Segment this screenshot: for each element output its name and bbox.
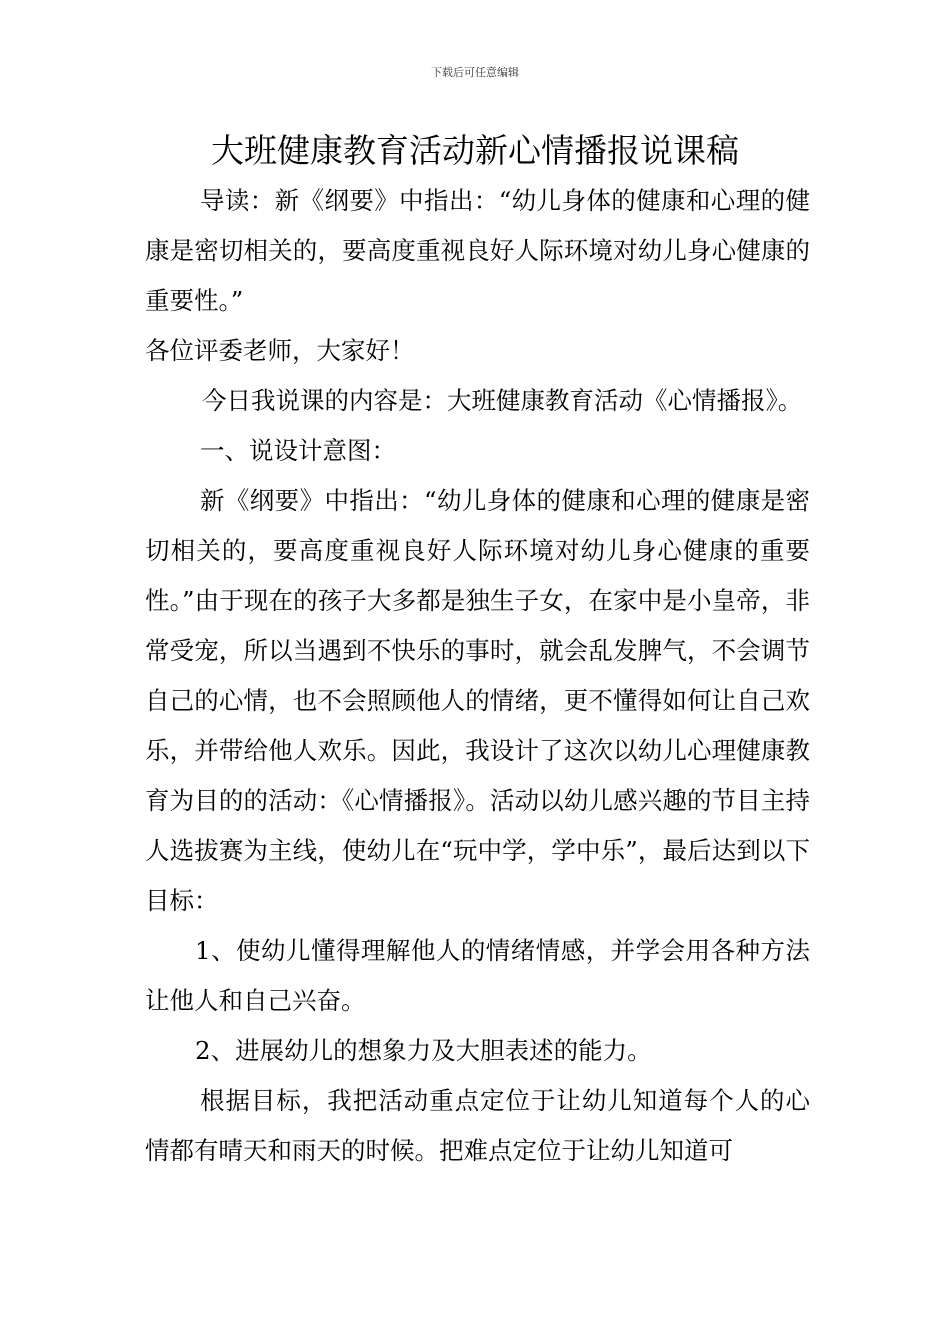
document-body [145, 176, 810, 1176]
paragraph-greeting: 各位评委老师，大家好！ [145, 336, 415, 365]
paragraph-key-points: 根据目标，我把活动重点定位于让幼儿知道每个人的心情都有晴天和雨天的时候。把难点定位于让幼儿知道可 [145, 1086, 810, 1165]
paragraph-goal-1: 1、使幼儿懂得理解他人的情绪情感，并学会用各种方法让他人和自己兴奋。 [145, 936, 810, 1015]
paragraph-topic: 今日我说课的内容是：大班健康教育活动《心情播报》。 [202, 386, 803, 415]
paragraph-intro: 导读：新《纲要》中指出：“幼儿身体的健康和心理的健康是密切相关的，要高度重视良好人际环境对幼儿身心健康的重要性。” [145, 186, 810, 315]
document-title: 大班健康教育活动新心情播报说课稿 [211, 131, 739, 170]
page-header-note: 下载后可任意编辑 [431, 66, 519, 79]
paragraph-design-intent: 新《纲要》中指出：“幼儿身体的健康和心理的健康是密切相关的，要高度重视良好人际环境对幼儿身心健康的重要性。”由于现在的孩子大多都是独生子女，在家中是小皇帝，非常受宠，所以当遇到不快乐的事时，就会乱发脾气，不会调节自己的心情，也不会照顾他人的情绪，更不懂得如何让自己欢乐，并带给他人欢乐。因此，我设计了这次以幼儿心理健康教育为目的的活动：《心情播报》。活动以幼儿感兴趣的节目主持人选拔赛为主线，使幼儿在“玩中学，学中乐”，最后达到以下目标： [145, 486, 810, 915]
paragraph-goal-2: 2、进展幼儿的想象力及大胆表述的能力。 [195, 1036, 652, 1065]
section-heading-design-intent: 一、说设计意图： [200, 436, 396, 465]
